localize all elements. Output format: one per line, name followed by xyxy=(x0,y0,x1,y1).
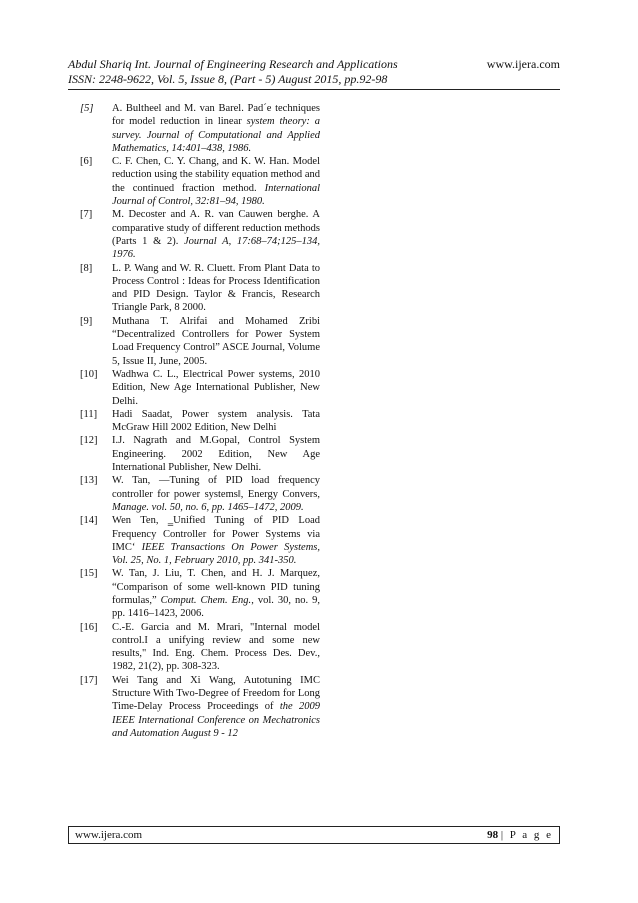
page-footer xyxy=(68,826,560,844)
reference-list xyxy=(80,102,320,740)
reference-number: [13] xyxy=(80,475,98,487)
reference-text xyxy=(112,434,320,474)
reference-text-italic: the 2009 IEEE International Conference on Mechatronics and Automation August 9 - 12 xyxy=(112,701,321,739)
reference-text-run: Wadhwa C. L., Electrical Power systems, 2010 Edition, New Age International Publisher, New Delhi. xyxy=(112,368,320,407)
reference-entry xyxy=(80,621,320,674)
reference-number: [5] xyxy=(80,103,94,114)
reference-text xyxy=(112,621,320,674)
reference-text-italic: IEEE Transactions On Power Systems, Vol. 25, No. 1, February 2010, pp. 341-350. xyxy=(112,541,320,567)
reference-number: [17] xyxy=(80,674,98,686)
journal-citation: Abdul Shariq Int. Journal of Engineering Research and Applications xyxy=(68,57,398,71)
reference-text xyxy=(112,474,320,514)
reference-number: [11] xyxy=(80,408,98,420)
reference-text-run: Muthana T. Alrifai and Mohamed Zribi “Decentralized Controllers for Power System Load Frequency Control” ASCE Journal, Volume 5, Issue II, June, 2005. xyxy=(112,315,320,367)
reference-entry xyxy=(80,408,320,435)
reference-text xyxy=(112,208,320,261)
reference-entry xyxy=(80,474,320,514)
reference-entry xyxy=(80,674,320,740)
reference-text xyxy=(112,368,320,408)
reference-entry xyxy=(80,368,320,408)
reference-text xyxy=(112,567,320,620)
reference-text-italic: system theory: a survey. Journal of Computational and Applied Mathematics, 14:401–438, 1986. xyxy=(112,116,320,154)
reference-text xyxy=(112,514,320,567)
reference-number: [7] xyxy=(80,209,93,221)
reference-text-run: C. F. Chen, C. Y. Chang, and K. W. Han. Model reduction using the stability equation method and the continued fraction method. xyxy=(112,156,320,194)
reference-text xyxy=(112,674,320,740)
reference-entry xyxy=(80,262,320,315)
reference-text-run: , vol. 30, no. 9, pp. 1416–1423, 2006. xyxy=(112,594,320,620)
reference-text-run: W. Tan, J. Liu, T. Chen, and H. J. Marquez, “Comparison of some well-known PID tuning formulas,” xyxy=(112,568,320,606)
reference-number: [9] xyxy=(80,315,93,327)
header-url[interactable]: www.ijera.com xyxy=(486,57,560,71)
reference-text-italic: International Journal of Control, 32:81–94, 1980. xyxy=(112,182,320,208)
reference-text xyxy=(112,315,320,368)
reference-number: [14] xyxy=(80,515,98,527)
reference-text-run: L. P. Wang and W. R. Cluett. From Plant Data to Process Control : Ideas for Process Identification and PID Design. Taylor & Francis, Research Triangle Park, 8 2000. xyxy=(112,262,320,314)
reference-entry xyxy=(80,102,320,155)
reference-text-italic: Comput. Chem. Eng. xyxy=(160,594,252,606)
page-label: | P a g e xyxy=(500,829,553,841)
reference-number: [12] xyxy=(80,435,98,447)
footer-url[interactable]: www.ijera.com xyxy=(75,829,143,841)
page-number: 98 xyxy=(487,829,499,841)
reference-entry xyxy=(80,208,320,261)
reference-text-italic: Journal A, 17:68–74;125–134, 1976. xyxy=(112,235,320,261)
reference-number: [6] xyxy=(80,156,93,168)
reference-number: [10] xyxy=(80,368,98,380)
reference-number: [15] xyxy=(80,568,98,580)
reference-text-run: Hadi Saadat, Power system analysis. Tata McGraw Hill 2002 Edition, New Delhi xyxy=(112,408,320,434)
reference-text xyxy=(112,408,320,435)
reference-entry xyxy=(80,567,320,620)
reference-text xyxy=(112,262,320,315)
page-indicator xyxy=(487,829,553,841)
reference-text-run: C.-E. Garcia and M. Mrari, "Internal model control.I a unifying review and some new results," Ind. Eng. Chem. Process Des. Dev., 1982, 21(2), pp. 308-323. xyxy=(112,621,320,673)
reference-number: [8] xyxy=(80,262,93,274)
reference-text-run: Wen Ten, ‗Unified Tuning of PID Load Frequency Controller for Power Systems via IMC‘ xyxy=(112,515,320,553)
reference-text-run: Wei Tang and Xi Wang, Autotuning IMC Structure With Two-Degree of Freedom for Long Time-Delay Process Proceedings of xyxy=(112,674,320,713)
reference-entry xyxy=(80,514,320,567)
reference-text xyxy=(112,102,320,155)
reference-text xyxy=(112,155,320,208)
reference-text-run: M. Decoster and A. R. van Cauwen berghe. A comparative study of different reduction methods (Parts 1 & 2). xyxy=(112,209,320,247)
reference-entry xyxy=(80,155,320,208)
reference-text-run: A. Bultheel and M. van Barel. Pad´e techniques for model reduction in linear xyxy=(112,103,320,128)
reference-text-italic: Manage. vol. 50, no. 6, pp. 1465–1472, 2009. xyxy=(112,501,304,513)
issn-line: ISSN: 2248-9622, Vol. 5, Issue 8, (Part - 5) August 2015, pp.92-98 xyxy=(68,72,388,86)
reference-number: [16] xyxy=(80,621,98,633)
reference-entry xyxy=(80,434,320,474)
running-header xyxy=(68,57,560,87)
reference-entry xyxy=(80,315,320,368)
reference-text-run: I.J. Nagrath and M.Gopal, Control System Engineering. 2002 Edition, New Age International Publisher, New Delhi. xyxy=(112,435,320,474)
header-divider xyxy=(68,89,560,90)
reference-text-run: W. Tan, ―Tuning of PID load frequency controller for power systems‖, Energy Convers, xyxy=(112,475,320,500)
